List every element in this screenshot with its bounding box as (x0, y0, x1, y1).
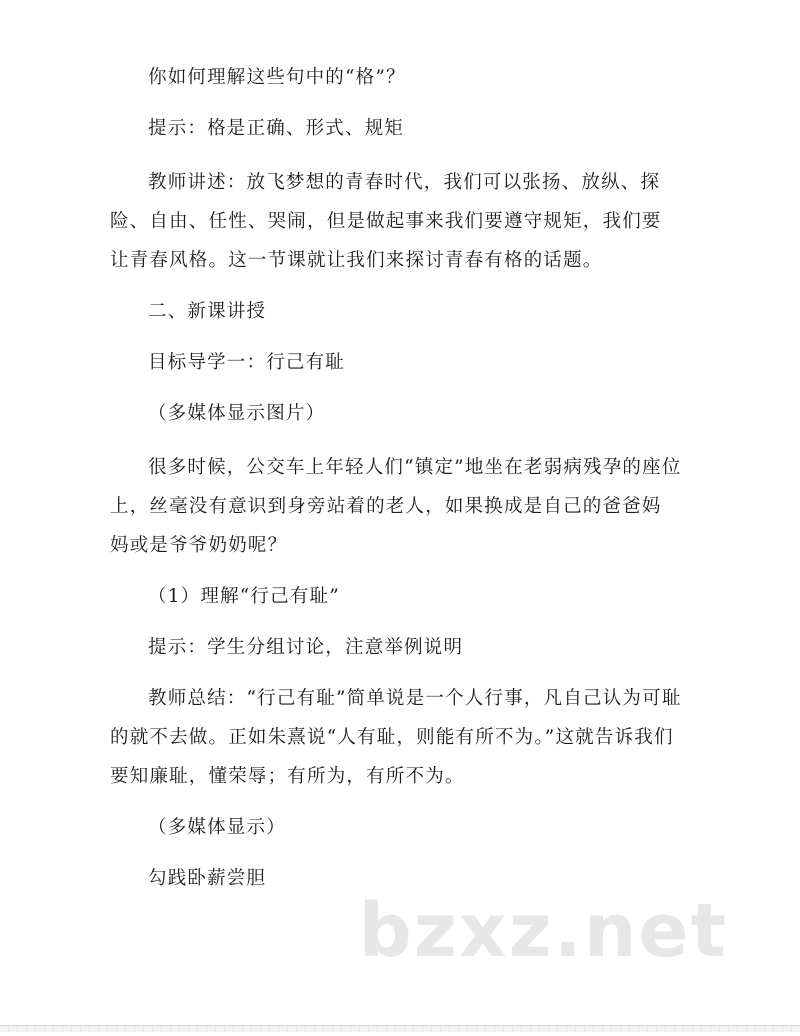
teacher-narration-line-1: 教师讲述：放飞梦想的青春时代，我们可以张扬、放纵、探 (148, 172, 661, 193)
multimedia-note: （多媒体显示图片） (148, 403, 326, 424)
hint-discussion: 提示：学生分组讨论，注意举例说明 (148, 637, 464, 658)
bus-paragraph-line-3: 妈或是爷爷奶奶呢？ (110, 535, 288, 556)
subheading-1: （1）理解“行己有耻” (148, 586, 340, 607)
teacher-summary-line-3: 要知廉耻，懂荣辱；有所为，有所不为。 (110, 766, 465, 787)
watermark: bzxz.net (358, 888, 728, 974)
question-line: 你如何理解这些句中的“格”？ (148, 67, 406, 88)
bus-paragraph-line-1: 很多时候，公交车上年轻人们“镇定”地坐在老弱病残孕的座位 (148, 457, 682, 478)
teacher-summary-line-1: 教师总结：“行己有耻”简单说是一个人行事，凡自己认为可耻 (148, 688, 682, 709)
teacher-narration-line-3: 让青春风格。这一节课就让我们来探讨青春有格的话题。 (110, 250, 603, 271)
hint-line: 提示：格是正确、形式、规矩 (148, 118, 405, 139)
page-bottom-divider (0, 1025, 800, 1032)
section-heading: 二、新课讲授 (148, 301, 267, 322)
teacher-narration-line-2: 险、自由、任性、哭闹，但是做起事来我们要遵守规矩，我们要 (110, 211, 662, 232)
bus-paragraph-line-2: 上，丝毫没有意识到身旁站着的老人，如果换成是自己的爸爸妈 (110, 496, 662, 517)
multimedia-note-2: （多媒体显示） (148, 817, 286, 838)
story-title: 勾践卧薪尝胆 (148, 868, 267, 889)
teacher-summary-line-2: 的就不去做。正如朱熹说“人有耻，则能有所不为。”这就告诉我们 (110, 727, 674, 748)
goal-heading: 目标导学一：行己有耻 (148, 352, 346, 373)
